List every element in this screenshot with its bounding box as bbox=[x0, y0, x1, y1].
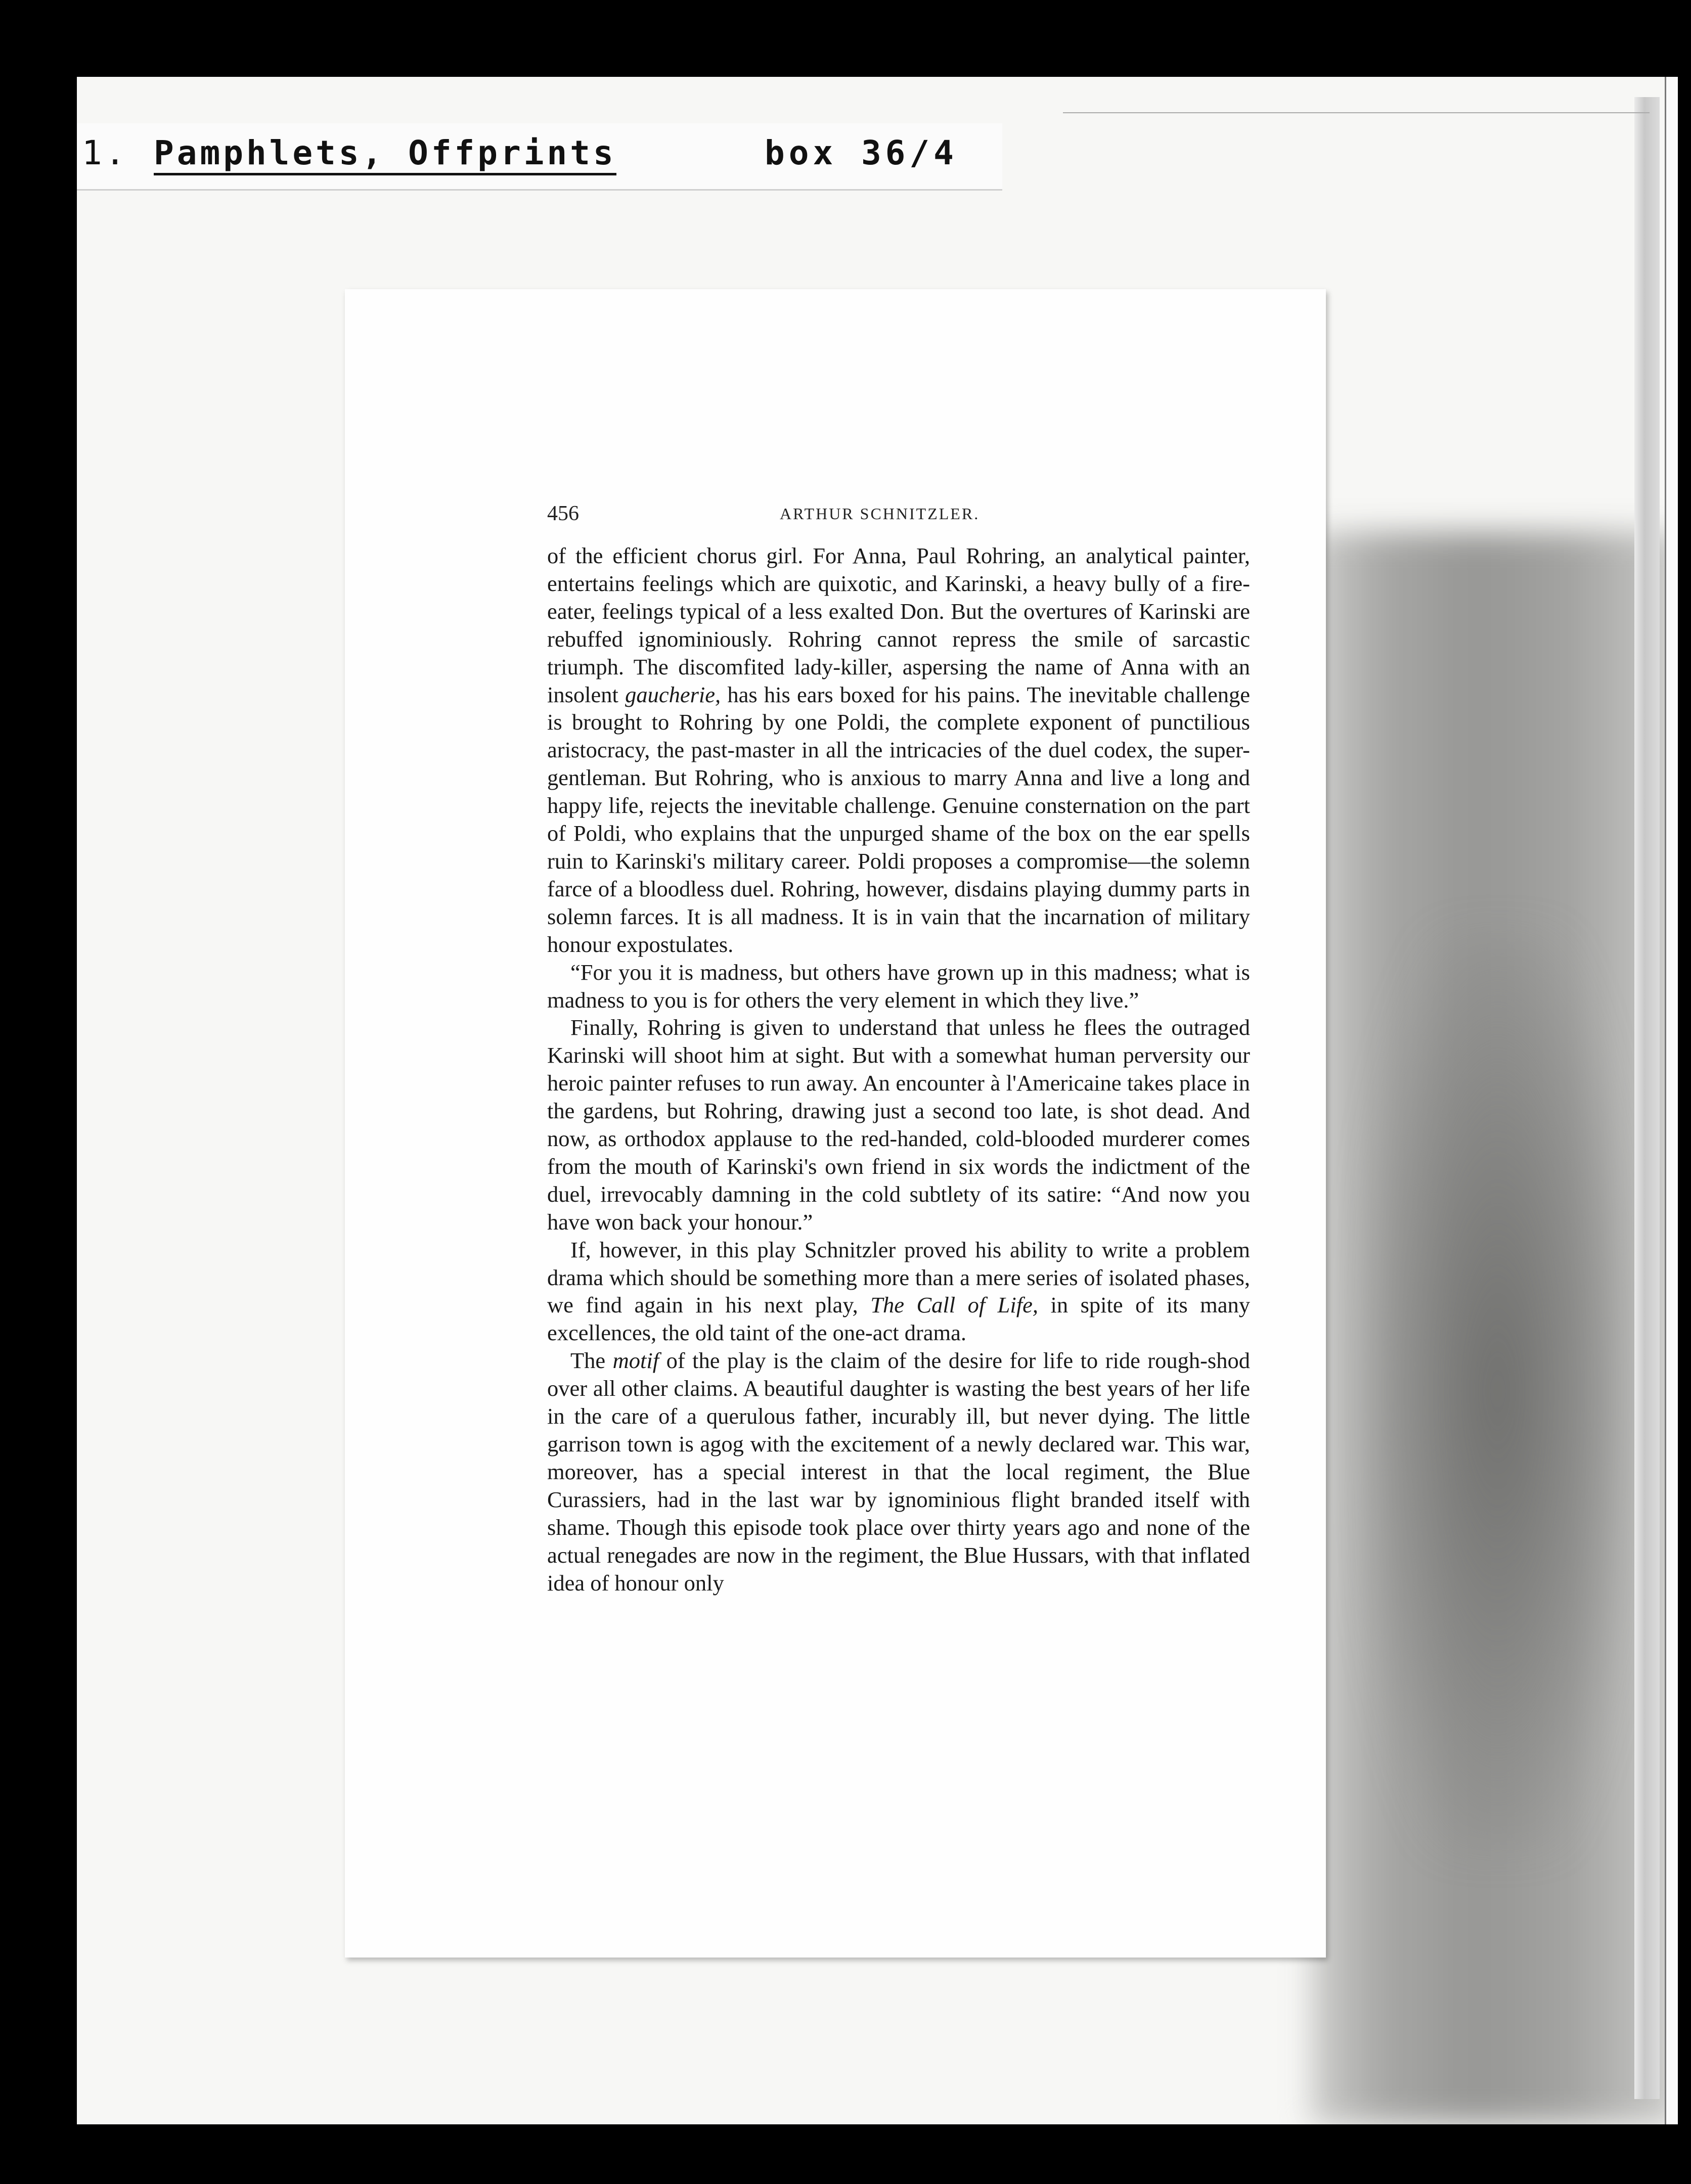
page-header bbox=[547, 502, 1250, 532]
scan-shadow-dark bbox=[1371, 936, 1624, 1846]
right-binding-strip bbox=[1634, 97, 1660, 2099]
italic-text: The Call of Life, bbox=[870, 1292, 1039, 1318]
text-segment: of the play is the claim of the desire for life to ride rough-shod over all other claims. A beautiful daughter is wasting the best years of her life in the care of a querulous father, incurably ill, but never dying. The little garrison town is agog with the excitement of a newly declared war. This war, moreover, has a special interest in that the local regiment, the Blue Curassiers, had in the last war by ignominious flight branded itself with shame. Though this episode took place over thirty years ago and none of the actual renegades are now in the regiment, the Blue Hussars, with that inflated idea of honour only bbox=[547, 1348, 1250, 1596]
text-segment: If, however, in this play Schnitzler proved his ability to write a problem drama which should be something more than a mere series of isolated phases, we find again in his next play, bbox=[547, 1237, 1250, 1318]
top-divider-line bbox=[1063, 112, 1650, 113]
page-number: 456 bbox=[547, 502, 579, 525]
text-segment: has his ears boxed for his pains. The inevitable challenge is brought to Rohring by one Poldi, the complete exponent of punctilious aristocracy, the past-master in all the intricacies of the duel codex, the super-gentleman. But Rohring, who is anxious to marry Anna and live a long and happy life, rejects the inevitable challenge. Genuine consternation on the part of Poldi, who explains that the unpurged shame of the box on the ear spells ruin to Karinski's military career. Poldi proposes a compromise—the solemn farce of a bloodless duel. Rohring, however, disdains playing dummy parts in solemn farces. It is all madness. It is in vain that the incarnation of military honour expostulates. bbox=[547, 681, 1250, 957]
paragraph bbox=[547, 1014, 1250, 1236]
paragraph bbox=[547, 1347, 1250, 1597]
text-segment: The bbox=[570, 1348, 613, 1374]
label-box-number: box 36/4 bbox=[765, 133, 958, 172]
text-segment: of the efficient chorus girl. For Anna, Paul Rohring, an analytical painter, entertains feelings which are quixotic, and Karinski, a heavy bully of a fire-eater, feelings typical of a less exalted Don. But the overtures of Karinski are rebuffed ignominiously. Rohring cannot repress the smile of sarcastic triumph. The discomfited lady-killer, aspersing the name of Anna with an insolent bbox=[547, 543, 1250, 707]
paragraph bbox=[547, 959, 1250, 1014]
italic-text: motif bbox=[612, 1348, 659, 1374]
body-text bbox=[547, 542, 1250, 1597]
text-segment: in spite of its many excellences, the old taint of the one-act drama. bbox=[547, 1292, 1250, 1346]
offprint-page bbox=[345, 289, 1326, 1958]
archive-label bbox=[77, 123, 1002, 191]
text-segment: “For you it is madness, but others have grown up in this madness; what is madness to you is for others the very element in which they live.” bbox=[547, 959, 1250, 1013]
right-page-edge bbox=[1665, 77, 1678, 2124]
paragraph bbox=[547, 542, 1250, 959]
running-head: ARTHUR SCHNITZLER. bbox=[780, 505, 980, 523]
text-segment: Finally, Rohring is given to understand that unless he flees the outraged Karinski will shoot him at sight. But with a somewhat human perversity our heroic painter refuses to run away. An encounter à l'Americaine takes place in the gardens, but Rohring, drawing just a second too late, is shot dead. And now, as orthodox applause to the red-handed, cold-blooded murderer comes from the mouth of Karinski's own friend in six words the indictment of the duel, irrevocably damning in the cold subtlety of its satire: “And now you have won back your honour.” bbox=[547, 1015, 1250, 1235]
paragraph bbox=[547, 1236, 1250, 1347]
italic-text: gaucherie, bbox=[625, 681, 721, 707]
scan-board bbox=[77, 77, 1678, 2124]
label-number: 1. bbox=[82, 133, 128, 172]
label-title: Pamphlets, Offprints bbox=[154, 133, 616, 175]
